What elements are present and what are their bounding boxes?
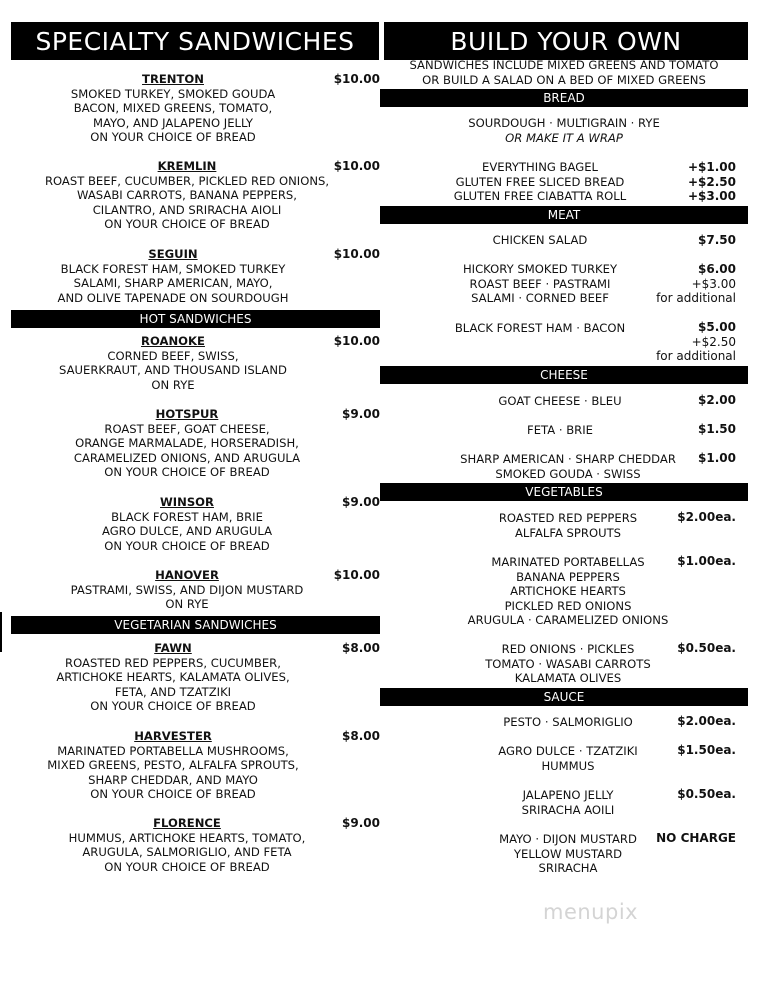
meat-price-line: +$2.50 xyxy=(691,334,736,349)
section-vegetables: VEGETABLES xyxy=(380,483,748,501)
item-desc: SALAMI, SHARP AMERICAN, MAYO, xyxy=(73,276,273,291)
sauce-line: SRIRACHA AOILI xyxy=(521,802,615,817)
item-price: $8.00 xyxy=(342,729,380,743)
section-sauce: SAUCE xyxy=(380,688,748,706)
item-price: $8.00 xyxy=(342,641,380,655)
meat-price-line: +$3.00 xyxy=(691,276,736,291)
meat-price-line: $7.50 xyxy=(698,233,736,247)
bread-extra-price: +$1.00 xyxy=(687,160,736,174)
veg-line: MARINATED PORTABELLAS xyxy=(491,555,645,569)
item-desc: ORANGE MARMALADE, HORSERADISH, xyxy=(75,436,299,451)
menu-item-fawn xyxy=(11,641,335,714)
cheese-line: SHARP AMERICAN · SHARP CHEDDAR xyxy=(460,452,676,466)
cheese-option xyxy=(420,423,700,438)
meat-price xyxy=(636,262,736,306)
cheese-option xyxy=(420,452,716,481)
menu-item-kremlin xyxy=(11,159,363,232)
bread-extras xyxy=(420,160,660,204)
bread-extra-name: EVERYTHING BAGEL xyxy=(482,160,598,174)
item-desc: ROAST BEEF, CUCUMBER, PICKLED RED ONIONS, xyxy=(44,173,330,188)
sauce-line: PESTO · SALMORIGLIO xyxy=(503,715,633,729)
item-name: HARVESTER xyxy=(134,729,212,743)
item-desc: WASABI CARROTS, BANANA PEPPERS, xyxy=(77,188,297,203)
sauce-line: SRIRACHA xyxy=(538,861,598,876)
header-specialty xyxy=(11,22,379,60)
intro-line: OR BUILD A SALAD ON A BED OF MIXED GREENS xyxy=(422,72,706,87)
header-specialty-title: SPECIALTY SANDWICHES xyxy=(35,26,355,56)
header-build-title: BUILD YOUR OWN xyxy=(450,26,682,56)
sauce-price: $1.50ea. xyxy=(677,743,736,757)
sauce-price: $0.50ea. xyxy=(677,787,736,801)
item-name: SEGUIN xyxy=(148,247,198,261)
item-price: $10.00 xyxy=(333,247,380,261)
veg-price: $1.00ea. xyxy=(677,554,736,568)
item-price: $9.00 xyxy=(342,816,380,830)
cheese-line: SMOKED GOUDA · SWISS xyxy=(495,466,641,481)
section-vegetarian-sandwiches: VEGETARIAN SANDWICHES xyxy=(11,616,380,634)
item-desc: ON YOUR CHOICE OF BREAD xyxy=(90,130,256,145)
item-price: $10.00 xyxy=(333,72,380,86)
item-name: ROANOKE xyxy=(141,334,205,348)
item-desc: ARUGULA, SALMORIGLIO, AND FETA xyxy=(82,845,292,860)
meat-line: BLACK FOREST HAM · BACON xyxy=(454,321,626,335)
menu-item-harvester xyxy=(11,729,335,802)
section-hot-sandwiches: HOT SANDWICHES xyxy=(11,310,380,328)
meat-price xyxy=(636,320,736,364)
item-desc: SHARP CHEDDAR, AND MAYO xyxy=(88,772,258,787)
meat-line: CHICKEN SALAD xyxy=(492,233,588,247)
sauce-line: YELLOW MUSTARD xyxy=(513,846,623,861)
veg-line: ALFALFA SPROUTS xyxy=(514,525,622,540)
item-price: $9.00 xyxy=(342,495,380,509)
item-name: HOTSPUR xyxy=(155,407,219,421)
item-desc: FETA, AND TZATZIKI xyxy=(114,684,232,699)
meat-option xyxy=(420,262,660,306)
veg-line: TOMATO · WASABI CARROTS xyxy=(485,656,651,671)
cheese-price: $1.00 xyxy=(698,451,736,465)
meat-price-line: $5.00 xyxy=(698,320,736,334)
item-desc: BACON, MIXED GREENS, TOMATO, xyxy=(73,101,273,116)
intro-line: SANDWICHES INCLUDE MIXED GREENS AND TOMATO xyxy=(409,58,719,72)
cheese-line: FETA · BRIE xyxy=(527,423,593,437)
cheese-price: $2.00 xyxy=(698,393,736,407)
item-desc: MARINATED PORTABELLA MUSHROOMS, xyxy=(57,743,289,758)
menu-item-hanover xyxy=(11,568,363,612)
item-desc: ON RYE xyxy=(165,597,209,612)
item-desc: BLACK FOREST HAM, SMOKED TURKEY xyxy=(60,261,286,276)
bread-extra-price: +$2.50 xyxy=(687,174,736,189)
item-desc: ON RYE xyxy=(151,377,195,392)
cheese-line: GOAT CHEESE · BLEU xyxy=(498,394,622,408)
watermark: menupix xyxy=(543,900,639,924)
item-name: TRENTON xyxy=(142,72,204,86)
item-price: $9.00 xyxy=(342,407,380,421)
item-desc: ON YOUR CHOICE OF BREAD xyxy=(104,465,270,480)
sauce-price: NO CHARGE xyxy=(656,831,736,845)
meat-line: ROAST BEEF · PASTRAMI xyxy=(469,276,611,291)
item-name: FAWN xyxy=(154,641,192,655)
veg-line: PICKLED RED ONIONS xyxy=(504,598,632,613)
veg-line: KALAMATA OLIVES xyxy=(514,671,622,686)
meat-price-line: $6.00 xyxy=(698,262,736,276)
item-desc: CARAMELIZED ONIONS, AND ARUGULA xyxy=(73,450,301,465)
menu-item-roanoke xyxy=(11,334,335,392)
item-price: $10.00 xyxy=(333,159,380,173)
veg-price: $0.50ea. xyxy=(677,641,736,655)
sauce-line: HUMMUS xyxy=(541,758,595,773)
item-desc: BLACK FOREST HAM, BRIE xyxy=(111,509,263,524)
veg-line: ARTICHOKE HEARTS xyxy=(510,584,626,599)
veg-line: ARUGULA · CARAMELIZED ONIONS xyxy=(467,613,669,628)
item-desc: ON YOUR CHOICE OF BREAD xyxy=(90,699,256,714)
item-price: $10.00 xyxy=(333,334,380,348)
bread-extra-prices xyxy=(660,160,736,204)
section-cheese: CHEESE xyxy=(380,366,748,384)
menu-item-seguin xyxy=(11,247,335,305)
item-desc: SAUERKRAUT, AND THOUSAND ISLAND xyxy=(59,363,287,378)
item-desc: AGRO DULCE, AND ARUGULA xyxy=(101,524,273,539)
menu-item-florence xyxy=(11,816,363,874)
veg-line: ROASTED RED PEPPERS xyxy=(498,511,638,525)
edge-marker xyxy=(0,612,2,652)
item-price: $10.00 xyxy=(333,568,380,582)
bread-wrap-line: OR MAKE IT A WRAP xyxy=(505,130,623,145)
item-desc: HUMMUS, ARTICHOKE HEARTS, TOMATO, xyxy=(68,830,306,845)
bread-extra-name: GLUTEN FREE SLICED BREAD xyxy=(455,174,625,189)
veg-line: RED ONIONS · PICKLES xyxy=(501,642,635,656)
bread-extra-price: +$3.00 xyxy=(687,189,736,204)
cheese-price: $1.50 xyxy=(698,422,736,436)
item-desc: SMOKED TURKEY, SMOKED GOUDA xyxy=(70,86,276,101)
bread-options xyxy=(380,116,748,145)
bread-line: SOURDOUGH · MULTIGRAIN · RYE xyxy=(468,116,660,130)
item-desc: MIXED GREENS, PESTO, ALFALFA SPROUTS, xyxy=(47,758,299,773)
meat-option xyxy=(420,321,660,336)
item-desc: AND OLIVE TAPENADE ON SOURDOUGH xyxy=(57,290,289,305)
item-desc: ON YOUR CHOICE OF BREAD xyxy=(104,217,270,232)
menu-item-hotspur xyxy=(11,407,363,480)
item-desc: ROAST BEEF, GOAT CHEESE, xyxy=(104,421,270,436)
item-desc: CORNED BEEF, SWISS, xyxy=(107,348,239,363)
section-bread: BREAD xyxy=(380,89,748,107)
section-meat: MEAT xyxy=(380,206,748,224)
item-name: WINSOR xyxy=(160,495,214,509)
header-build xyxy=(384,22,748,60)
sauce-line: JALAPENO JELLY xyxy=(522,788,614,802)
item-name: FLORENCE xyxy=(153,816,221,830)
veg-price: $2.00ea. xyxy=(677,510,736,524)
bread-extra-name: GLUTEN FREE CIABATTA ROLL xyxy=(453,189,627,204)
sauce-line: MAYO · DIJON MUSTARD xyxy=(499,832,637,846)
item-name: HANOVER xyxy=(155,568,219,582)
menu-item-winsor xyxy=(11,495,363,553)
item-desc: ON YOUR CHOICE OF BREAD xyxy=(104,538,270,553)
meat-line: SALAMI · CORNED BEEF xyxy=(471,291,609,306)
item-desc: ARTICHOKE HEARTS, KALAMATA OLIVES, xyxy=(56,670,290,685)
cheese-option xyxy=(420,394,700,409)
meat-price-line: for additional xyxy=(656,349,736,364)
item-name: KREMLIN xyxy=(157,159,217,173)
item-desc: MAYO, AND JALAPENO JELLY xyxy=(92,115,253,130)
meat-line: HICKORY SMOKED TURKEY xyxy=(462,262,618,276)
menu-item-trenton xyxy=(11,72,335,145)
item-desc: CILANTRO, AND SRIRACHA AIOLI xyxy=(92,202,282,217)
intro-note xyxy=(380,58,748,87)
item-desc: ROASTED RED PEPPERS, CUCUMBER, xyxy=(65,655,281,670)
meat-price-line: for additional xyxy=(656,291,736,306)
item-desc: ON YOUR CHOICE OF BREAD xyxy=(90,787,256,802)
meat-option xyxy=(420,233,660,248)
veg-line: BANANA PEPPERS xyxy=(516,569,620,584)
sauce-price: $2.00ea. xyxy=(677,714,736,728)
meat-price xyxy=(636,233,736,248)
sauce-line: AGRO DULCE · TZATZIKI xyxy=(498,744,638,758)
item-desc: PASTRAMI, SWISS, AND DIJON MUSTARD xyxy=(70,582,304,597)
item-desc: ON YOUR CHOICE OF BREAD xyxy=(104,859,270,874)
